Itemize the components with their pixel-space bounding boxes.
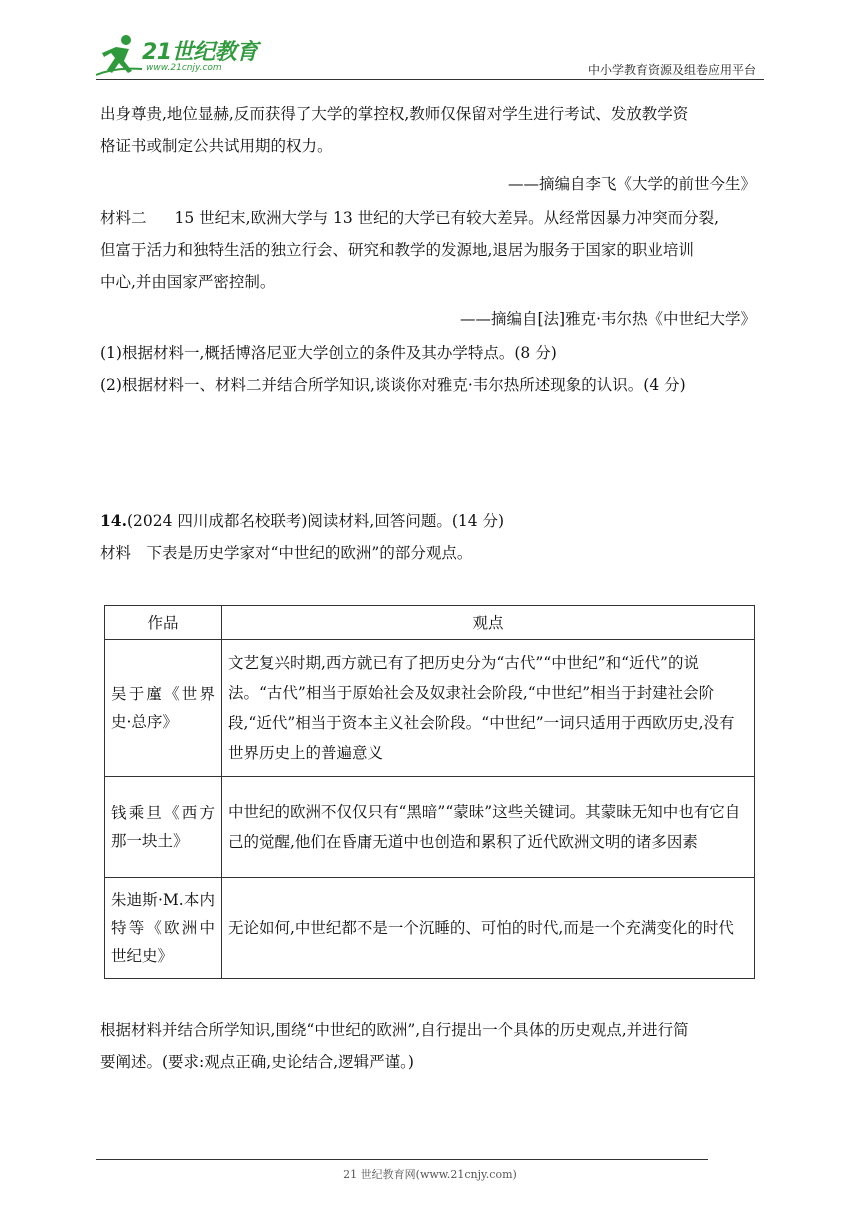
logo-url: www.21cnjy.com [146,63,222,73]
table-cell-work: 钱乘旦《西方那一块土》 [105,777,222,878]
table-row [105,777,755,878]
material1-line1: 出身尊贵,地位显赫,反而获得了大学的掌控权,教师仅保留对学生进行考试、发放教学资 [100,105,689,123]
table-row [105,878,755,979]
table-row [105,640,755,777]
material1-source: ——摘编自李飞《大学的前世今生》 [507,175,756,193]
header-platform-text: 中小学教育资源及组卷应用平台 [587,63,756,77]
table-cell-work: 朱迪斯·M.本内特等《欧洲中世纪史》 [105,878,222,979]
question-14-material: 材料 下表是历史学家对“中世纪的欧洲”的部分观点。 [100,544,473,562]
table-cell-view: 文艺复兴时期,西方就已有了把历史分为“古代”“中世纪”和“近代”的说法。“古代”相当于原始社会及奴隶社会阶段,“中世纪”相当于封建社会阶段,“近代”相当于资本主义社会阶段。“中世纪”一词只适用于西欧历史,没有世界历史上的普遍意义 [222,640,755,777]
question-14-title [100,505,504,537]
table-header-work: 作品 [105,606,222,640]
material2-line3: 中心,并由国家严密控制。 [100,273,276,291]
material2-label: 材料二 [100,209,147,227]
table-cell-view: 无论如何,中世纪都不是一个沉睡的、可怕的时代,而是一个充满变化的时代 [222,878,755,979]
page-header [0,0,860,90]
material2-source: ——摘编自[法]雅克·韦尔热《中世纪大学》 [459,310,756,328]
material2-text: 15 世纪末,欧洲大学与 13 世纪的大学已有较大差异。从经常因暴力冲突而分裂, [174,209,720,227]
table-header-row [105,606,755,640]
site-logo[interactable] [96,33,266,77]
question-14-number: 14. [100,511,127,530]
header-divider [96,79,764,80]
material2-line1 [100,202,719,234]
logo-text: 21世纪教育 [142,40,258,65]
task-line2: 要阐述。(要求:观点正确,史论结合,逻辑严谨。) [100,1053,414,1071]
footer-divider [96,1159,708,1160]
task-line1: 根据材料并结合所学知识,围绕“中世纪的欧洲”,自行提出一个具体的历史观点,并进行简 [100,1021,689,1039]
viewpoints-table [104,605,755,979]
question-14-text: (2024 四川成都名校联考)阅读材料,回答问题。(14 分) [126,512,505,530]
table-cell-work: 吴于廑《世界史·总序》 [105,640,222,777]
table-header-view: 观点 [222,606,755,640]
question-1: (1)根据材料一,概括博洛尼亚大学创立的条件及其办学特点。(8 分) [100,344,557,362]
table-cell-view: 中世纪的欧洲不仅仅只有“黑暗”“蒙昧”这些关键词。其蒙昧无知中也有它自己的觉醒,他们在昏庸无道中也创造和累积了近代欧洲文明的诸多因素 [222,777,755,878]
runner-logo-icon [96,33,144,77]
material1-line2: 格证书或制定公共试用期的权力。 [100,137,333,155]
material2-line2: 但富于活力和独特生活的独立行会、研究和教学的发源地,退居为服务于国家的职业培训 [100,241,694,259]
question-2: (2)根据材料一、材料二并结合所学知识,谈谈你对雅克·韦尔热所述现象的认识。(4 分) [100,376,686,394]
page-footer[interactable]: 21 世纪教育网(www.21cnjy.com) [343,1168,517,1181]
